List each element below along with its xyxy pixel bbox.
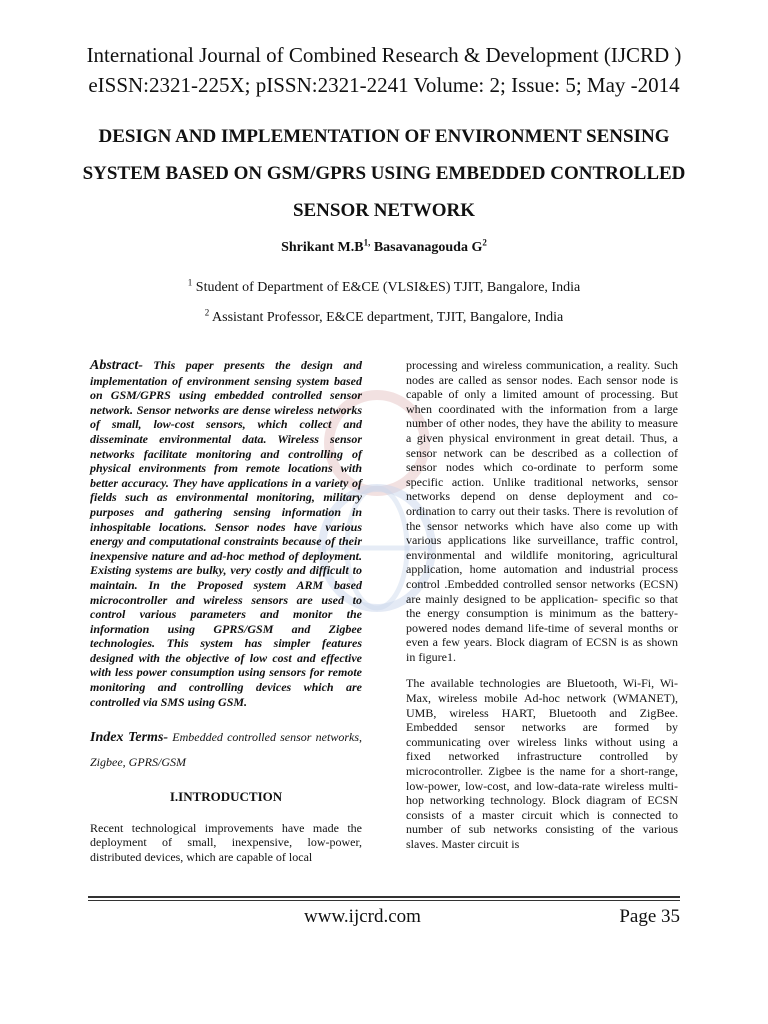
index-terms-label: Index Terms-	[90, 730, 169, 746]
affiliation-2	[0, 307, 768, 326]
affiliation-1	[0, 277, 768, 296]
journal-header-line2: eISSN:2321-225X; pISSN:2321-2241 Volume: 2; Issue: 5; May -2014	[88, 73, 680, 97]
author-1: Shrikant M.B	[281, 240, 364, 255]
author-1-sup: 1,	[363, 237, 371, 248]
body-paragraph-2: The available technologies are Bluetooth, Wi-Fi, Wi-Max, wireless mobile Ad-hoc network (WMANET), UMB, wireless HART, Bluetooth and ZigBee. Embedded sensor networks are formed by communicating over wireless links without using a fixed networked infrastructure controlled by microcontroller. Zigbee is the name for a short-range, low-power, low-cost, and low-data-rate wireless multi-hop networking technology. Block diagram of ECSN consists of a master circuit which is connected to number of sub networks consisting of the various slaves. Master circuit is	[406, 676, 678, 851]
abstract	[90, 358, 362, 709]
footer-url: www.ijcrd.com	[304, 906, 421, 927]
index-terms-text: Embedded controlled sensor networks, Zigbee, GPRS/GSM	[90, 730, 362, 770]
paper-title: DESIGN AND IMPLEMENTATION OF ENVIRONMENT SENSING SYSTEM BASED ON GSM/GPRS USING EMBEDDED CONTROLLED SENSOR NETWORK	[82, 126, 686, 221]
footer-rule-thin	[88, 900, 680, 901]
right-column	[406, 358, 678, 852]
index-terms	[90, 725, 362, 774]
introduction-paragraph: Recent technological improvements have made the deployment of small, inexpensive, low-power, distributed devices, which are capable of local	[90, 820, 362, 865]
page-footer	[88, 906, 680, 930]
affiliation-2-sup: 2	[204, 307, 210, 318]
author-2: Basavanagouda G	[373, 240, 483, 255]
page-number: Page 35	[619, 906, 680, 927]
section-heading-introduction: I.INTRODUCTION	[169, 789, 283, 805]
left-column	[90, 358, 362, 865]
journal-header-line1: International Journal of Combined Research & Development (IJCRD )	[86, 43, 682, 67]
affiliation-1-sup: 1	[187, 277, 193, 288]
affiliation-2-text: Assistant Professor, E&CE department, TJIT, Bangalore, India	[212, 310, 564, 325]
abstract-text: This paper presents the design and implementation of environment sensing system based on GSM/GPRS using embedded controlled sensor network. Sensor networks are dense wireless networks of small, low-cost sensors, which collect and disseminate environmental data. Wireless sensor networks facilitate monitoring and controlling of physical environments from remote locations with better accuracy. They have applications in a variety of fields such as environmental monitoring, military purposes and gathering sensing information in inhospitable locations. Sensor nodes have various energy and computational constraints because of their inexpensive nature and ad-hoc method of deployment. Existing systems are bulky, very costly and difficult to maintain. In the Proposed system ARM based microcontroller and wireless sensors are used to control various parameters and monitor the information using GPRS/GSM and Zigbee technologies. This system has simpler features designed with the objective of low cost and effective with less power consumption using sensors for remote monitoring and controlling devices which are controlled via SMS using GSM.	[90, 358, 363, 709]
author-2-sup: 2	[482, 237, 487, 248]
abstract-label: Abstract-	[90, 358, 143, 373]
body-paragraph-1: processing and wireless communication, a reality. Such nodes are called as sensor nodes. Each sensor node is capable of only a limited amount of processing. But when coordinated with the information from a large number of other nodes, they have the ability to measure a given physical environment in great detail. Thus, a sensor network can be described as a collection of sensor nodes which co-ordinate to perform some specific action. Unlike traditional networks, sensor networks depend on dense deployment and co-ordination to carry out their tasks. There is revolution of the sensor networks which have also come up with various applications like surveillance, traffic control, environmental and wildlife monitoring, agricultural application, home automation and industrial process control .Embedded controlled sensor networks (ECSN) are mainly designed to be application- specific so that the energy consumption is minimum as the battery-powered nodes demand life-time of several months or even a few years. Block diagram of ECSN is as shown in figure1.	[406, 358, 678, 664]
author-line	[0, 237, 768, 256]
footer-rule-thick	[88, 896, 680, 898]
affiliation-1-text: Student of Department of E&CE (VLSI&ES) TJIT, Bangalore, India	[195, 280, 581, 295]
